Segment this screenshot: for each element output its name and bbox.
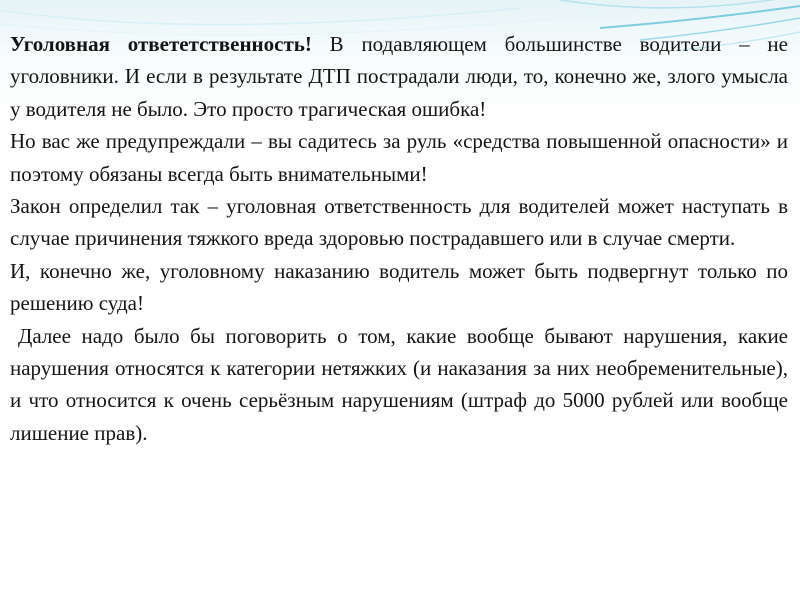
paragraph-1-text: В подавляющем большинстве водители – не уголовники. И если в результате ДТП пострадали люди, то, конечно же, злого умысла у водителя не было. Это просто трагическая ошибка! (10, 32, 788, 121)
wave-line-5 (0, 8, 520, 25)
paragraph-3: Закон определил так – уголовная ответственность для водителей может наступать в случае причинения тяжкого вреда здоровью пострадавшего или в случае смерти. (10, 194, 788, 251)
wave-line-2 (600, 6, 800, 28)
paragraph-4: И, конечно же, уголовному наказанию водитель может быть подвергнут только по решению суда! (10, 258, 788, 316)
main-text (10, 28, 788, 449)
paragraph-5: Далее надо было бы поговорить о том, какие вообще бывают нарушения, какие нарушения относятся к категории нетяжких (и наказания за них необременительные), и что относится к очень серьёзным нарушениям (штраф до 5000 рублей или вообще лишение прав). (10, 323, 788, 445)
paragraph-2: Но вас же предупреждали – вы садитесь за руль «средства повышенной опасности» и поэтому обязаны всегда быть внимательными! (10, 129, 788, 186)
wave-line-1 (560, 0, 800, 8)
paragraph-1 (10, 28, 788, 125)
paragraph-1-heading: Уголовная ответетственность! (10, 32, 312, 56)
